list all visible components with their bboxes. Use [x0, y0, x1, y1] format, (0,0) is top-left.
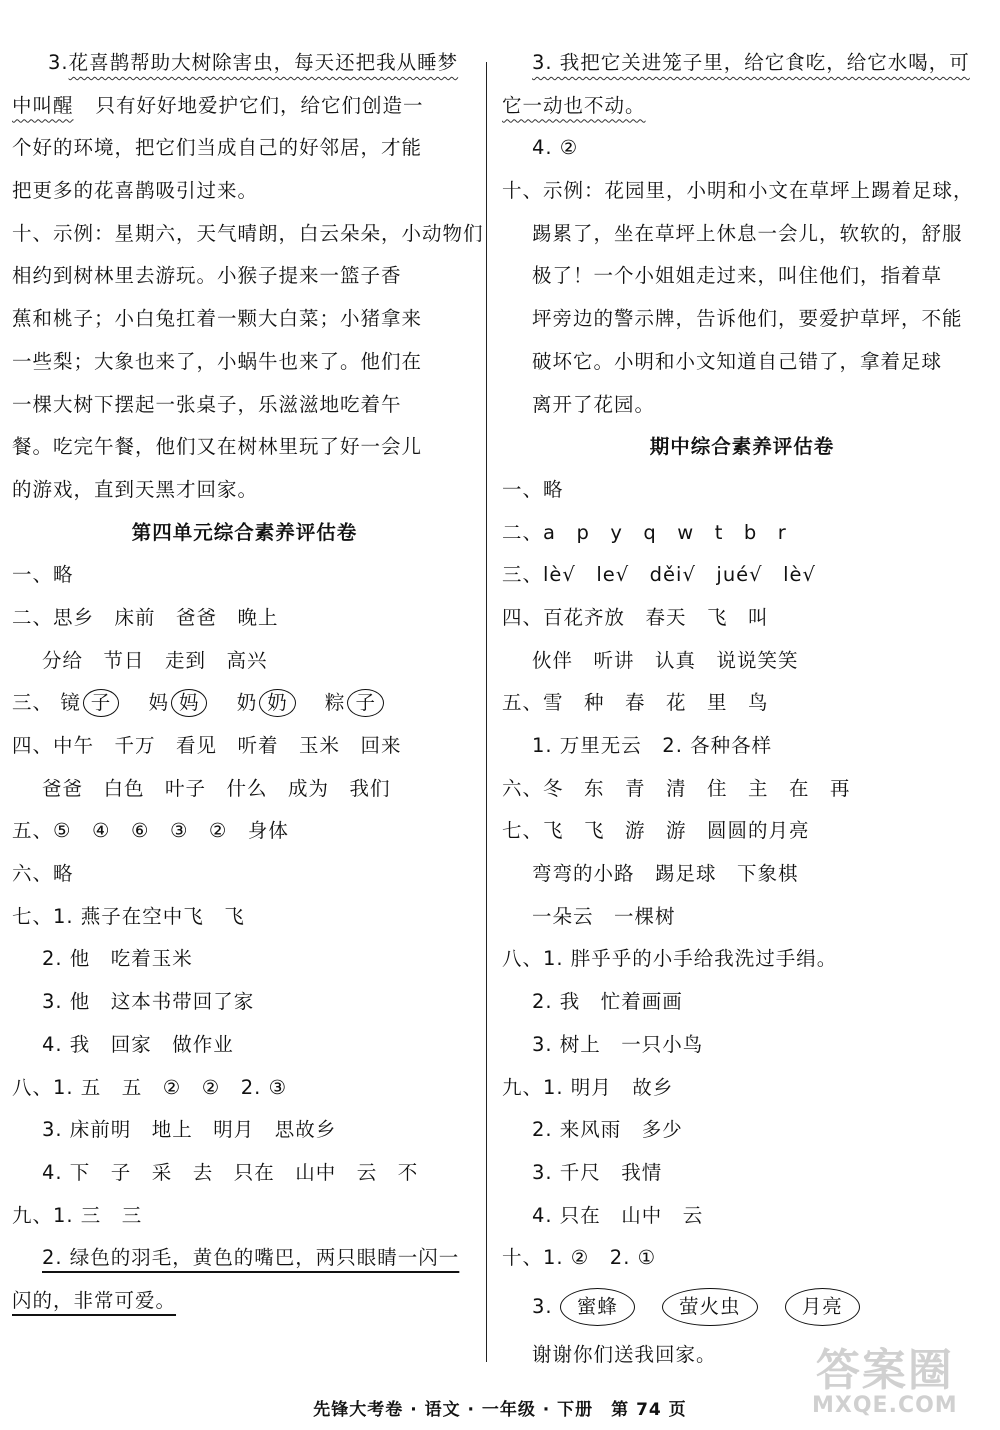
- char: 奶: [236, 691, 258, 715]
- char: 镜: [60, 691, 81, 715]
- section-title: 第四单元综合素养评估卷: [131, 520, 358, 544]
- answer-line: 七、1. 燕子在空中飞 飞: [12, 904, 245, 928]
- answer-line: 六、冬 东 青 清 住 主 在 再: [502, 776, 851, 800]
- answer-line: 2. 我 忙着画画: [532, 990, 683, 1014]
- answer-line: 3. 树上 一只小鸟: [532, 1032, 704, 1056]
- section-title: 期中综合素养评估卷: [649, 435, 835, 459]
- answer-line: [12, 42, 477, 85]
- answer-line: 一、略: [502, 477, 564, 501]
- answer-line: 的游戏，直到天黑才回家。: [12, 477, 259, 501]
- circled-char: 奶: [259, 689, 296, 717]
- answer-line: 离开了花园。: [532, 392, 656, 416]
- answer-line: 一、略: [12, 563, 74, 587]
- answer-text: 2. 绿色的羽毛，黄色的嘴巴，两只眼睛一闪一: [42, 1246, 460, 1270]
- item-number: 3.: [48, 51, 69, 74]
- answer-line: 弯弯的小路 踢足球 下象棋: [532, 862, 799, 886]
- column-divider: [486, 62, 487, 1362]
- answer-line: 3. 床前明 地上 明月 思故乡: [42, 1118, 337, 1142]
- char-item: [60, 691, 119, 714]
- answer-line: 十、示例：花园里，小明和小文在草坪上踢着足球，: [502, 179, 974, 203]
- char: 妈: [148, 691, 169, 715]
- char-item: [325, 691, 384, 714]
- answer-text: 花喜鹊帮助大树除害虫，每天还把我从睡梦: [68, 51, 459, 74]
- answer-line: 坪旁边的警示牌，告诉他们，要爱护草坪，不能: [532, 307, 963, 331]
- answer-line: [502, 42, 982, 85]
- answer-text: 3. 我把它关进笼子里，给它食吃，给它水喝，可: [532, 51, 970, 74]
- left-column: [12, 42, 484, 1323]
- answer-line: 九、1. 三 三: [12, 1203, 143, 1227]
- answer-line: 2. 来风雨 多少: [532, 1118, 683, 1142]
- answer-line: 九、1. 明月 故乡: [502, 1075, 674, 1099]
- answer-line: [12, 1237, 477, 1280]
- answer-line: 4. ②: [532, 136, 579, 160]
- answer-line: 4. 我 回家 做作业: [42, 1032, 234, 1056]
- answer-line: 踢累了，坐在草坪上休息一会儿，软软的，舒服: [532, 221, 963, 245]
- answer-line: 六、略: [12, 862, 74, 886]
- answer-line: 把更多的花喜鹊吸引过来。: [12, 179, 259, 203]
- answer-line: 谢谢你们送我回家。: [532, 1342, 717, 1366]
- item-number: 三、: [12, 691, 54, 715]
- answer-line: 爸爸 白色 叶子 什么 成为 我们: [42, 776, 391, 800]
- answer-line: [502, 1280, 982, 1334]
- answer-line: 二、思乡 床前 爸爸 晚上: [12, 605, 279, 629]
- oval-answer: 月亮: [785, 1288, 860, 1326]
- answer-line: 3. 他 这本书带回了家: [42, 990, 255, 1014]
- oval-answer: 萤火虫: [662, 1288, 758, 1326]
- answer-line: 五、雪 种 春 花 里 鸟: [502, 691, 769, 715]
- answer-line: 蕉和桃子；小白兔扛着一颗大白菜；小猪拿来: [12, 307, 423, 331]
- circled-char: 子: [83, 689, 120, 717]
- answer-line: 一些梨；大象也来了，小蜗牛也来了。他们在: [12, 349, 423, 373]
- answer-line: 二、a p y q w t b r: [502, 520, 787, 544]
- answer-line: [12, 1280, 477, 1323]
- answer-line: 3. 千尺 我情: [532, 1160, 663, 1184]
- answer-line: 八、1. 五 五 ② ② 2. ③: [12, 1075, 288, 1099]
- oval-answer: 蜜蜂: [560, 1288, 635, 1326]
- answer-line: 四、中午 千万 看见 听着 玉米 回来: [12, 734, 402, 757]
- answer-line: 四、百花齐放 春天 飞 叫: [502, 605, 769, 629]
- answer-line: [502, 85, 982, 128]
- answer-line: [12, 682, 477, 725]
- answer-line: 三、lè√ le√ děi√ jué√ lè√: [502, 563, 816, 587]
- answer-line: 分给 节日 走到 高兴: [42, 648, 268, 672]
- answer-text: 它一动也不动。: [502, 93, 646, 117]
- answer-line: 破坏它。小明和小文知道自己错了，拿着足球: [532, 349, 943, 373]
- char-item: [148, 691, 207, 714]
- answer-text: 只有好好地爱护它们，给它们创造一: [95, 93, 424, 117]
- answer-line: 五、⑤ ④ ⑥ ③ ② 身体: [12, 819, 289, 843]
- answer-line: [12, 85, 477, 128]
- answer-text: 闪的，非常可爱。: [12, 1288, 177, 1312]
- answer-line: 十、示例：星期六，天气晴朗，白云朵朵，小动物们: [12, 221, 484, 245]
- answer-line: 八、1. 胖乎乎的小手给我洗过手绢。: [502, 947, 838, 971]
- circled-char: 妈: [171, 689, 208, 717]
- answer-line: 十、1. ② 2. ①: [502, 1246, 657, 1270]
- answer-line: 相约到树林里去游玩。小猴子提来一篮子香: [12, 264, 402, 288]
- answer-line: 餐。吃完午餐，他们又在树林里玩了好一会儿: [12, 435, 423, 459]
- page-footer: 先锋大考卷 · 语文 · 一年级 · 下册 第 74 页: [313, 1400, 687, 1420]
- circled-char: 子: [347, 689, 384, 717]
- char-item: [237, 691, 296, 714]
- answer-line: 一朵云 一棵树: [532, 904, 676, 928]
- watermark-url: MXQE.COM: [812, 1393, 958, 1418]
- answer-line: 一棵大树下摆起一张桌子，乐滋滋地吃着午: [12, 392, 402, 416]
- watermark-logo: [812, 1345, 958, 1418]
- answer-line: 伙伴 听讲 认真 说说笑笑: [532, 648, 799, 672]
- right-column: [502, 42, 982, 1377]
- answer-line: 极了！一个小姐姐走过来，叫住他们，指着草: [532, 264, 943, 288]
- answer-line: 1. 万里无云 2. 各种各样: [532, 734, 773, 757]
- answer-line: 七、飞 飞 游 游 圆圆的月亮: [502, 819, 810, 843]
- item-number: 3.: [532, 1294, 553, 1318]
- answer-line: 4. 下 子 采 去 只在 山中 云 不: [42, 1160, 419, 1184]
- watermark-text: 答案圈: [815, 1345, 954, 1396]
- answer-line: 4. 只在 山中 云: [532, 1203, 704, 1227]
- char: 粽: [324, 691, 346, 715]
- answer-line: 个好的环境，把它们当成自己的好邻居，才能: [12, 136, 423, 160]
- answer-line: 2. 他 吃着玉米: [42, 947, 193, 971]
- answer-text: 中叫醒: [12, 93, 74, 117]
